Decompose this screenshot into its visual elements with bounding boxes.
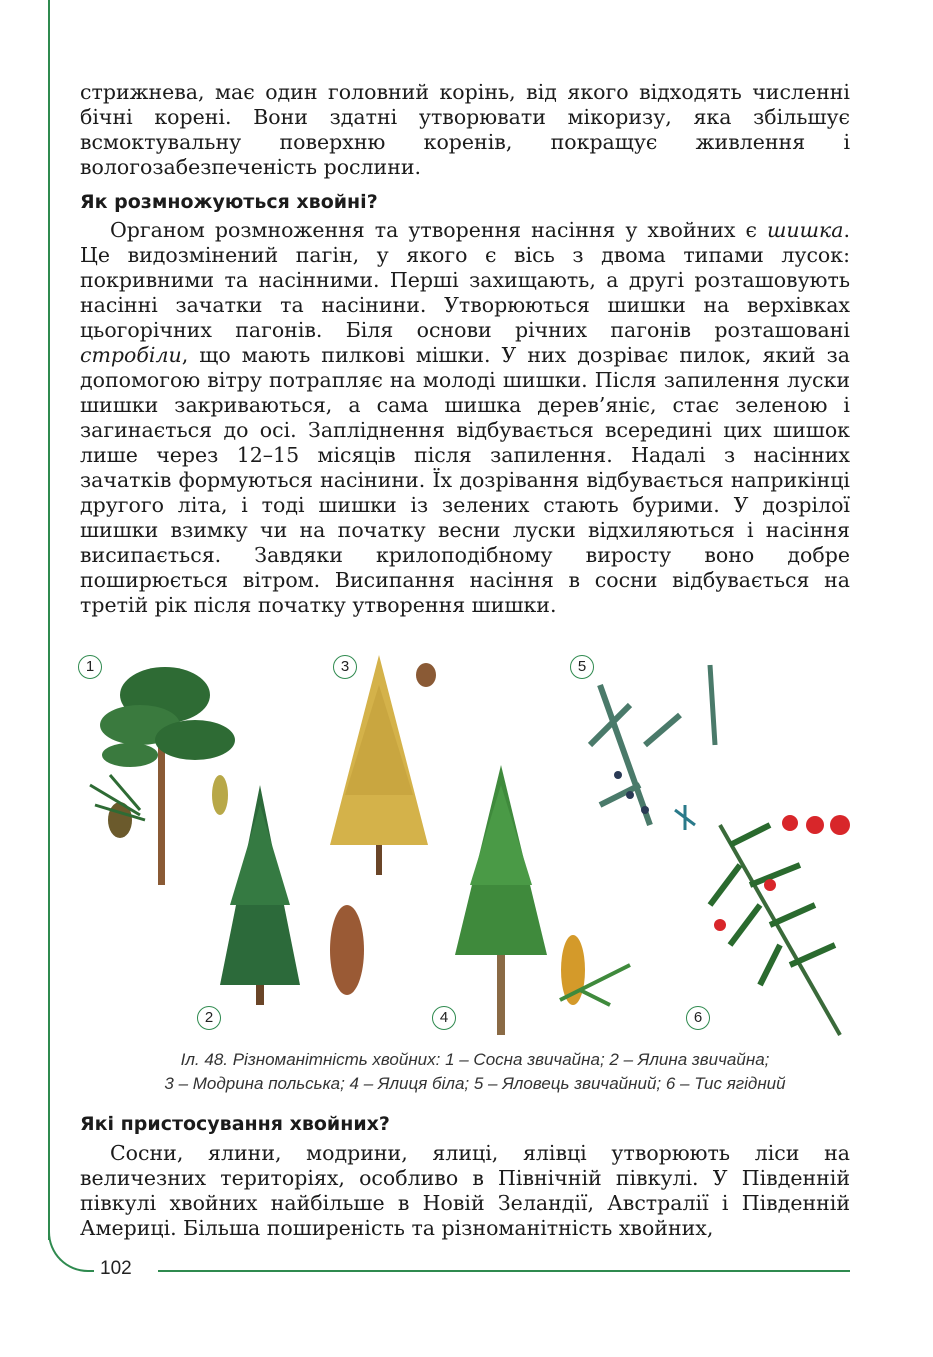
reproduction-paragraph [80,218,850,618]
page-footer-line [158,1270,850,1272]
caption-line-1: Іл. 48. Різноманітність хвойних: 1 – Сосна звичайна; 2 – Ялина звичайна; [180,1050,770,1069]
figure-label-5: 5 [570,655,594,679]
intro-text [80,80,850,180]
figure-caption [80,1048,870,1096]
conifers-illustration [70,645,870,1040]
text-run: . Це видозмінений пагін, у якого є вісь з двома типами лусок: покривними та насінними. Перші захищають, а другі розташовують насінні зачатки та насінини. Утворюються шишки на верхівках цьогорічних пагонів. Біля основи річних пагонів розташовані [80,218,850,342]
term-cone: шишка [766,218,844,242]
yew-branch-image [710,815,850,1035]
section-heading-reproduction: Як розмножуються хвойні? [80,191,378,213]
text-run: , що мають пилкові мішки. У них дозріває пилок, який за допомогою вітру потрапляє на молоді шишки. Після запилення луски шишки закриваються, а сама шишка дерев’яніє, стає зеленою і загинається до осі. Запліднення відбувається всередині цих шишок лише через 12–15 місяців після запилення. Надалі з насінних зачатків формуються насінини. Їх дозрівання відбувається наприкінці другого літа, і тоді шишки із зелених стають бурими. У дозрілої шишки взимку чи на початку весни луски відхиляються і насіння висипається. Завдяки крилоподібному виросту воно добре поширюється вітром. Висипання насіння в сосни відбувається на третій рік після початку утворення шишки. [80,343,850,617]
juniper-image [590,665,715,830]
section-heading-adaptations: Які пристосування хвойних? [80,1113,390,1135]
adaptations-paragraph: Сосни, ялини, модрини, ялиці, ялівці утворюють ліси на величезних територіях, особливо в Північній півкулі. У Південній півкулі хвойних найбільше в Новій Зеландії, Австралії і Південній Америці. Більша поширеність та різноманітність хвойних, [80,1141,850,1240]
page-frame-line [48,0,50,1240]
term-strobili: стробіли [80,343,182,367]
figure-label-2: 2 [197,1006,221,1030]
figure-label-1: 1 [78,655,102,679]
larch-tree-image [330,655,436,875]
figure-label-3: 3 [333,655,357,679]
caption-line-2: 3 – Модрина польська; 4 – Ялиця біла; 5 – Яловець звичайний; 6 – Тис ягідний [164,1074,786,1093]
intro-paragraph: стрижнева, має один головний корінь, від якого відходять численні бічні корені. Вони здатні утворювати мікоризу, яка збільшує всмоктувальну поверхню коренів, покращує живлення і вологозабезпеченість рослини. [80,80,850,179]
figure-label-6: 6 [686,1006,710,1030]
figure-label-4: 4 [432,1006,456,1030]
text-run: Органом розмноження та утворення насіння у хвойних є [110,218,767,242]
adaptations-text [80,1141,850,1241]
reproduction-text [80,218,850,618]
pine-tree-image [90,667,235,885]
page-number: 102 [100,1258,132,1279]
